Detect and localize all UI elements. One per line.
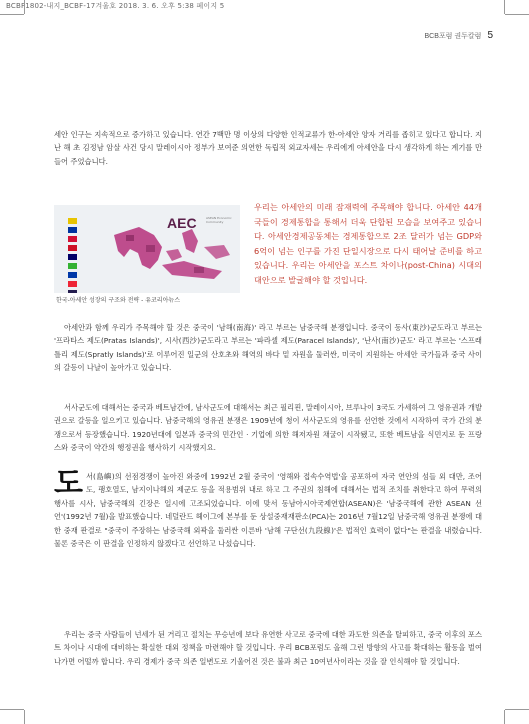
body-paragraph: 세안 인구는 지속적으로 증가하고 있습니다. 연간 7백만 명 이상의 다양한 인적교류가 한-아세안 양자 거리를 좁히고 있다고 합니다. 지난 해 초 김정남 암살 사건 당시 말레이시아 정부가 보여준 의연한 독립적 외교자세는 우리에게 아세안을 다시 생각하게 하는 계기를 만들어 주었습니다. — [54, 130, 482, 166]
flag-swatch — [68, 281, 77, 287]
crop-mark — [504, 710, 505, 724]
flag-thailand-icon — [68, 289, 82, 293]
crop-mark — [24, 710, 25, 724]
flag-swatch — [68, 218, 77, 224]
map-tile — [194, 267, 204, 273]
flag-swatch — [68, 290, 77, 294]
body-paragraph: 서(島嶼)의 선점경쟁이 높아진 와중에 1992년 2월 중국이 '영해와 접속수역법'을 공포하여 자국 연안의 섬들 외 대만, 조어도, 팽호열도, 남지이나해의 제군도 등을 적용범위 내로 하고 그 주권의 침해에 대해서는 법적 조치를 취한다고 하여 무력의 행사를 시사, 남중국해의 긴장은 일시에 고조되었습니다. 이에 맞서 동남아시아국제연합(ASEAN)은 '남중국해에 관한 ASEAN 선언'(1992년 7월)을 발표했습니다. 네덜란드 헤이그에 본부를 둔 상설중재재판소(PCA)는 2016년 7월12일 남중국해 영유권 분쟁에 대한 중재 판결로 "중국이 주장하는 남중국해 외곽을 둘러싼 이른바 '남해 구단선(九段線)'은 법적인 효력이 없다"는 판결을 내렸습니다. 물론 중국은 이 판결을 인정하지 않겠다고 선언하고 나섰습니다. — [54, 472, 482, 549]
section-name: BCB포럼 권두칼럼 — [424, 33, 482, 40]
crop-mark — [0, 14, 24, 15]
flag-list — [68, 217, 82, 293]
map-tile — [146, 245, 155, 252]
flag-swatch — [68, 245, 77, 251]
flag-philippines-icon — [68, 271, 82, 278]
map-landmass — [182, 229, 198, 253]
figure-caption: 한국-아세안 성장의 구조와 전략 - 유코리아뉴스 — [56, 297, 180, 304]
body-paragraph: 우리는 중국 사람들이 넌세가 된 거리고 절치는 무승년에 보다 유연한 사고로 중국에 대한 과도한 의존을 탈피하고, 중국 이후의 포스트 차이나 시대에 대비하는 확실한 대외 정책을 마련해야 할 것입니다. 우리 BCB포럼도 올해 그런 방향의 사고를 확대하는 활동을 벌여나가면 어떨까 합니다. 우리 경제가 중국 의존 일변도로 기울어진 것은 불과 최근 10여년사이라는 것을 잘 인식해야 할 것입니다. — [54, 630, 482, 666]
page-number: 5 — [487, 30, 493, 41]
crop-mark — [505, 709, 529, 710]
print-slug: BCBF1802-내지_BCBF-17겨울호 2018. 3. 6. 오후 5:38 페이지 5 — [6, 2, 225, 10]
dropcap-letter: 도 — [54, 466, 83, 501]
map-landmass — [166, 249, 182, 261]
flag-swatch — [68, 272, 77, 278]
crop-mark — [505, 14, 529, 15]
flag-singapore-icon — [68, 280, 82, 287]
map-tile — [126, 235, 134, 241]
running-header — [425, 30, 493, 41]
dropcap-paragraph — [54, 466, 482, 550]
crop-mark — [0, 709, 24, 710]
aec-figure — [54, 205, 240, 293]
flag-swatch — [68, 236, 77, 242]
flag-laos-icon — [68, 244, 82, 251]
flag-swatch — [68, 263, 77, 269]
highlight-quote: 우리는 아세안의 미래 잠재력에 주목해야 합니다. 아세안 44개국들이 경제통합을 통해서 더욱 단합된 모습을 보여주고 있습니다. 아세안경제공동체는 경제통합으로 2조 달러가 넘는 GDP와 6억이 넘는 인구를 가진 단일시장으로 다시 태어날 준비를 하고 있습니다. 우리는 아세안을 포스트 차이나(post-China) 시대의 대안으로 발굴해야 할 것입니다. — [254, 202, 482, 285]
flag-brunei-icon — [68, 217, 82, 224]
body-paragraph: 아세안과 함께 우리가 주목해야 할 것은 중국이 '남해(南海)' 라고 부르는 남중국해 분쟁입니다. 중국이 동사(東沙)군도라고 부르는 '프라타스 제도(Pratas Islands)', 시사(西沙)군도라고 부르는 '파라셀 제도(Paracel Islands)', '난사(南沙)군도' 라고 부르는 '스프래틀리 제도(Spratly Islands)'로 이루어진 일군의 산호초와 해역의 바다 밑 자원을 둘러싼, 미국이 지원하는 아세안 국가들과 중국 사이의 갈등이 나날이 높아가고 있습니다. — [54, 323, 482, 373]
map-landmass — [162, 261, 222, 279]
flag-myanmar-icon — [68, 262, 82, 269]
flag-swatch — [68, 227, 77, 233]
crop-mark — [504, 0, 505, 14]
body-paragraph: 서사군도에 대해서는 중국과 베트남간에, 남사군도에 대해서는 최근 필리핀, 말레이시아, 브루나이 3국도 가세하여 그 영유권과 개발권으로 갈등을 일으키고 있습니다. 남중국해의 영유권 분쟁은 1909년에 청이 서사군도의 영유를 선언한 것에서 시작하여 국가 간의 분쟁으로서 등장했습니다. 1920년대에 일본과 중국의 민간인 · 기업에 의한 해저자원 채굴이 시작됐고, 또한 베트남을 식민지로 둔 프랑스와 중국이 약간의 행정권을 행사하기 시작했지요. — [54, 403, 482, 453]
aec-title: AEC — [167, 215, 197, 231]
flag-indonesia-icon — [68, 235, 82, 242]
flag-swatch — [68, 254, 77, 260]
flag-malaysia-icon — [68, 253, 82, 260]
flag-cambodia-icon — [68, 226, 82, 233]
crop-mark — [24, 0, 25, 14]
map-landmass — [204, 245, 230, 259]
aec-subtitle: ASEAN Economic Community — [206, 216, 232, 224]
